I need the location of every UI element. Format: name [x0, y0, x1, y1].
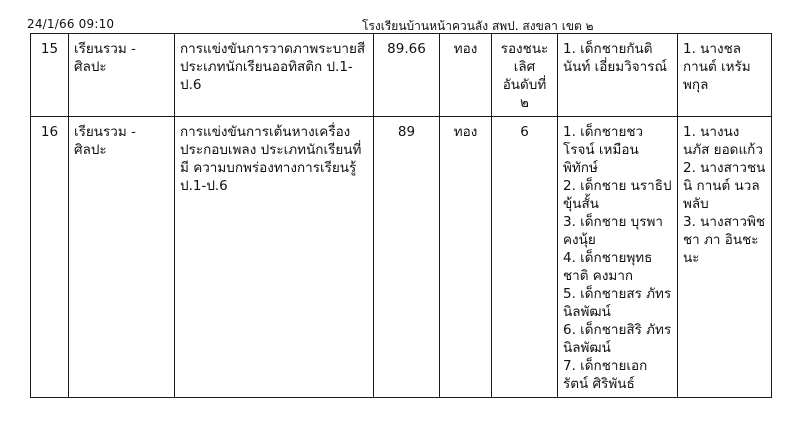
category-cell: เรียนรวม - ศิลปะ — [69, 34, 175, 117]
event-cell: การแข่งขันการวาดภาพระบายสี ประเภทนักเรียนออทิสติก ป.1-ป.6 — [175, 34, 374, 117]
score-cell: 89 — [374, 117, 440, 398]
medal-cell: ทอง — [440, 34, 492, 117]
event-cell: การแข่งขันการเต้นหางเครื่อง ประกอบเพลง ประเภทนักเรียนที่มี ความบกพร่องทางการเรียนรู้ ป.1-ป.6 — [175, 117, 374, 398]
student-name: 3. เด็กชาย บุรพา คงนุ้ย — [563, 214, 663, 248]
students-cell — [558, 117, 678, 398]
row-number: 16 — [31, 117, 69, 398]
student-name: 1. เด็กชายกันติ นันท์ เอี่ยมวิจารณ์ — [563, 41, 668, 75]
student-name: 5. เด็กชายสร ภัทร นิลพัฒน์ — [563, 286, 672, 320]
teacher-name: 1. นางนง นภัส ยอดแก้ว — [683, 124, 763, 158]
teachers-cell — [678, 34, 772, 117]
students-cell — [558, 34, 678, 117]
teachers-cell — [678, 117, 772, 398]
school-title: โรงเรียนบ้านหน้าควนลัง สพป. สงขลา เขต ๒ — [362, 19, 594, 33]
page-header — [0, 0, 800, 34]
teacher-name: 1. นางชลกานต์ เหรัมพกุล — [683, 41, 751, 93]
results-table — [30, 33, 772, 398]
rank-cell: รองชนะ เลิศ อันดับที่ ๒ — [492, 34, 558, 117]
print-timestamp: 24/1/66 09:10 — [27, 17, 115, 31]
student-name: 2. เด็กชาย นราธิป ขุ้นสั้น — [563, 178, 672, 212]
medal-cell: ทอง — [440, 117, 492, 398]
rank-cell: 6 — [492, 117, 558, 398]
category-cell: เรียนรวม - ศิลปะ — [69, 117, 175, 398]
teacher-name: 2. นางสาวชนนิ กานต์ นวลพลับ — [683, 160, 766, 212]
student-name: 6. เด็กชายสิริ ภัทร นิลพัฒน์ — [563, 322, 672, 356]
table-row — [31, 117, 772, 398]
teacher-name: 3. นางสาวพิชชา ภา อินชะนะ — [683, 214, 766, 266]
student-name: 1. เด็กชายชว โรจน์ เหมือน พิทักษ์ — [563, 124, 644, 176]
student-name: 4. เด็กชายพุทธชาติ คงมาก — [563, 250, 653, 284]
table-row — [31, 34, 772, 117]
row-number: 15 — [31, 34, 69, 117]
score-cell: 89.66 — [374, 34, 440, 117]
student-name: 7. เด็กชายเอก รัตน์ ศิริพันธ์ — [563, 358, 648, 392]
